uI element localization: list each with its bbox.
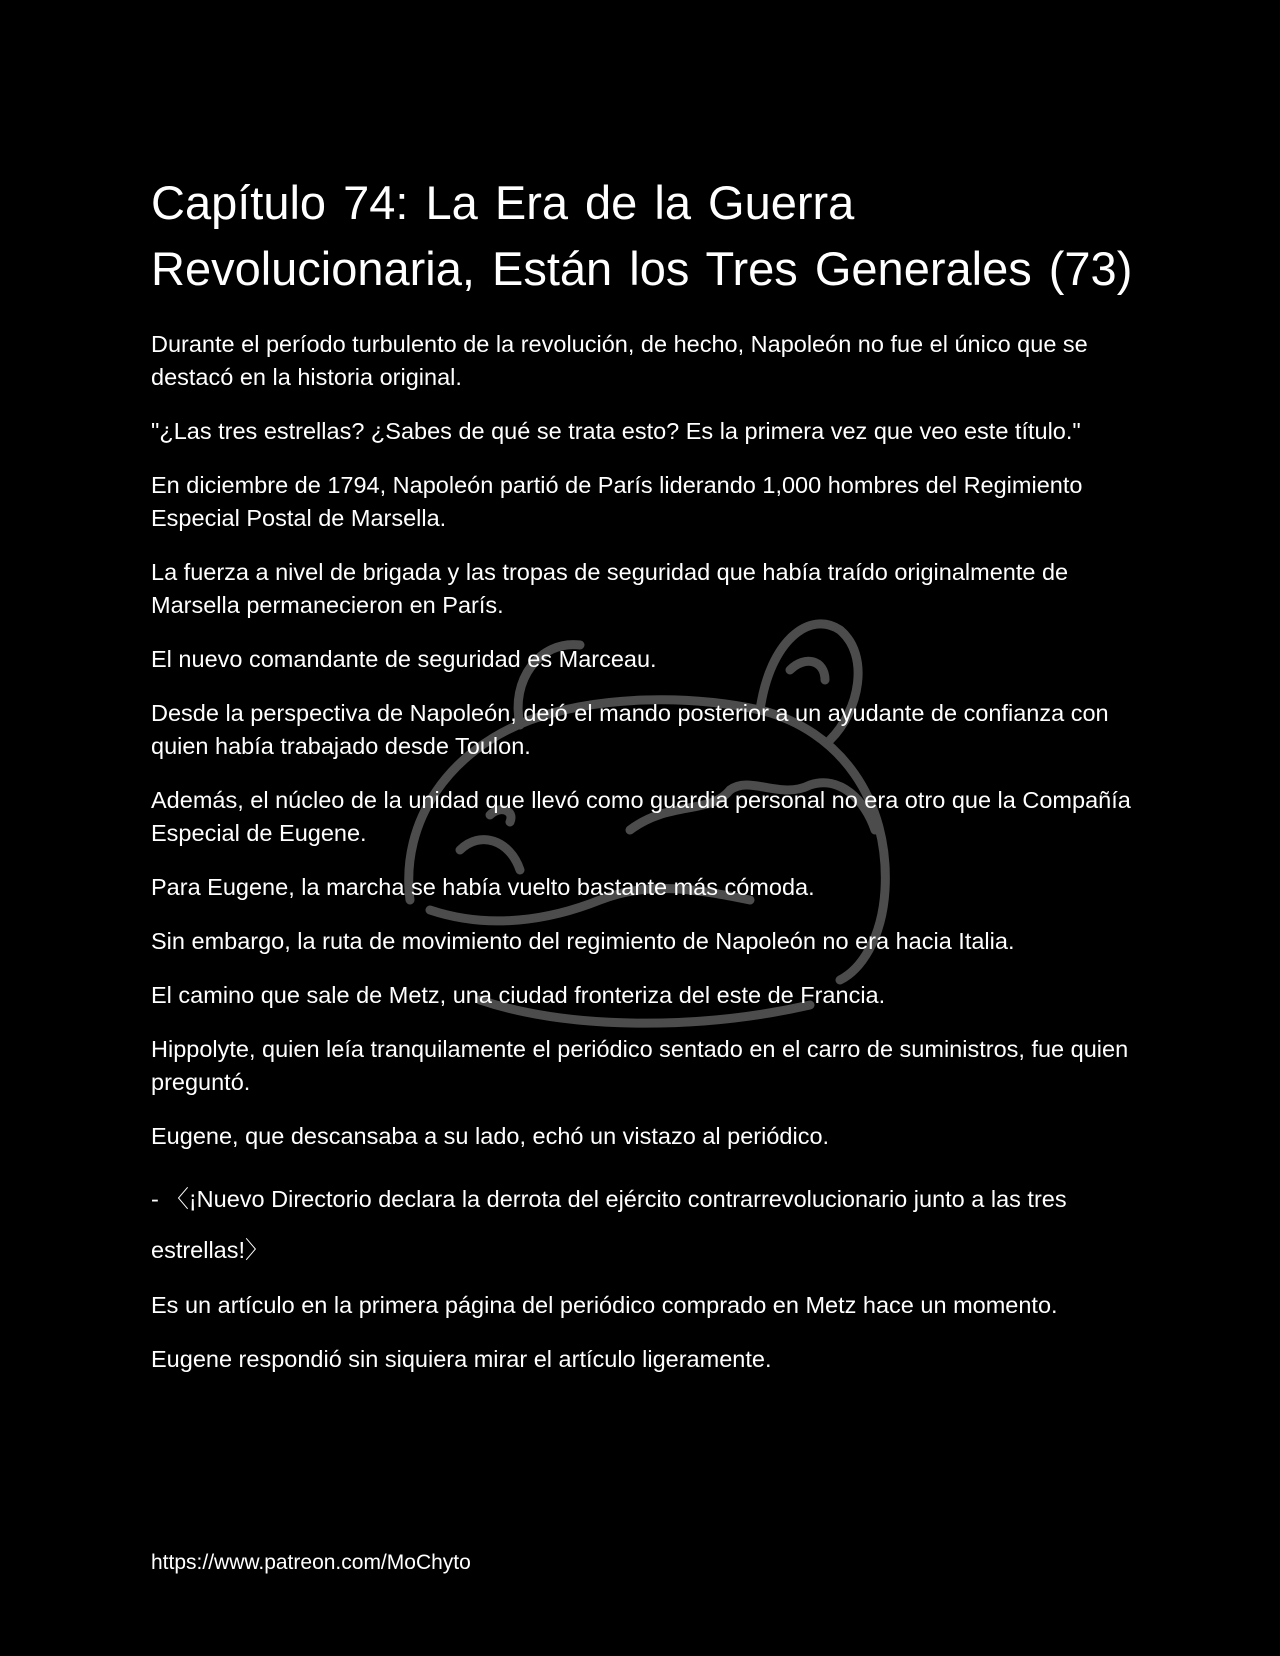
paragraph: Es un artículo en la primera página del periódico comprado en Metz hace un momento. — [151, 1292, 1058, 1318]
paragraph: Hippolyte, quien leía tranquilamente el periódico sentado en el carro de suministros, fue quien preguntó. — [151, 1036, 1129, 1095]
paragraph: Además, el núcleo de la unidad que llevó como guardia personal no era otro que la Compañía Especial de Eugene. — [151, 787, 1131, 846]
paragraph: "¿Las tres estrellas? ¿Sabes de qué se trata esto? Es la primera vez que veo este título." — [151, 418, 1081, 444]
paragraph: Eugene, que descansaba a su lado, echó un vistazo al periódico. — [151, 1123, 830, 1149]
paragraph: Para Eugene, la marcha se había vuelto bastante más cómoda. — [151, 874, 815, 900]
paragraph: Sin embargo, la ruta de movimiento del regimiento de Napoleón no era hacia Italia. — [151, 928, 1015, 954]
paragraph: Durante el período turbulento de la revolución, de hecho, Napoleón no fue el único que se destacó en la historia original. — [151, 331, 1088, 390]
paragraph: Desde la perspectiva de Napoleón, dejó el mando posterior a un ayudante de confianza con quien había trabajado desde Toulon. — [151, 700, 1109, 759]
newspaper-headline: - 〈¡Nuevo Directorio declara la derrota del ejército contrarrevolucionario junto a las tres estrellas!〉 — [151, 1186, 1067, 1263]
paragraph: El nuevo comandante de seguridad es Marceau. — [151, 646, 657, 672]
chapter-content — [151, 170, 1141, 1397]
paragraph: Eugene respondió sin siquiera mirar el artículo ligeramente. — [151, 1346, 772, 1372]
paragraph: La fuerza a nivel de brigada y las tropas de seguridad que había traído originalmente de Marsella permanecieron en París. — [151, 559, 1069, 618]
patreon-link[interactable]: https://www.patreon.com/MoChyto — [151, 1551, 471, 1574]
paragraph: En diciembre de 1794, Napoleón partió de París liderando 1,000 hombres del Regimiento Especial Postal de Marsella. — [151, 472, 1083, 531]
chapter-title: Capítulo 74: La Era de la Guerra Revolucionaria, Están los Tres Generales (73) — [151, 176, 1133, 295]
paragraph: El camino que sale de Metz, una ciudad fronteriza del este de Francia. — [151, 982, 886, 1008]
